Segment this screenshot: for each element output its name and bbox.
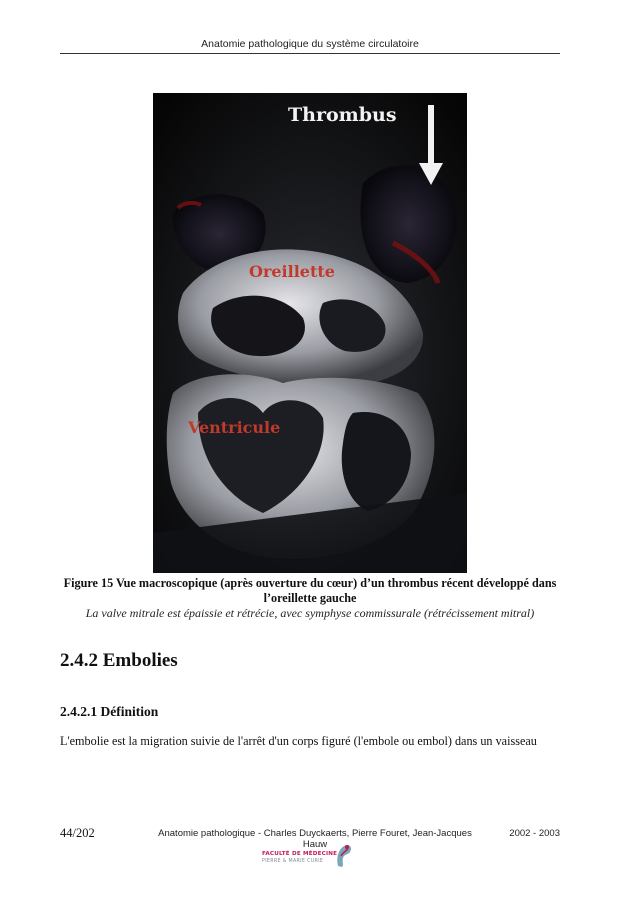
footer-years: 2002 - 2003	[509, 828, 560, 839]
figure-caption-title: Figure 15 Vue macroscopique (après ouverture du cœur) d’un thrombus récent développé dans l’oreillette gauche	[63, 576, 557, 605]
body-paragraph: L'embolie est la migration suivie de l'arrêt d'un corps figuré (l'embole ou embol) dans un vaisseau	[60, 734, 537, 748]
heart-photo-drawing	[153, 93, 467, 573]
faculty-logo	[258, 838, 358, 872]
running-header: Anatomie pathologique du système circulatoire	[201, 38, 419, 50]
footer-page-number: 44/202	[60, 826, 95, 840]
faculty-emblem-icon	[332, 842, 354, 868]
figure-photo	[153, 93, 467, 573]
header-rule	[60, 53, 560, 54]
footer-credit: Anatomie pathologique - Charles Duyckaerts, Pierre Fouret, Jean-Jacques Hauw	[158, 828, 472, 850]
photo-label-thrombus: Thrombus	[288, 104, 397, 126]
photo-label-oreillette: Oreillette	[249, 262, 335, 281]
faculty-logo-line1: FACULTÉ DE MÉDECINE	[262, 851, 338, 857]
faculty-logo-line2: PIERRE & MARIE CURIE	[262, 859, 324, 864]
photo-label-ventricule: Ventricule	[188, 418, 281, 437]
subsection-heading: 2.4.2.1 Définition	[60, 704, 159, 719]
figure-caption-description: La valve mitrale est épaissie et rétrécie, avec symphyse commissurale (rétrécissement mitral)	[85, 606, 535, 620]
section-heading: 2.4.2 Embolies	[60, 650, 178, 671]
